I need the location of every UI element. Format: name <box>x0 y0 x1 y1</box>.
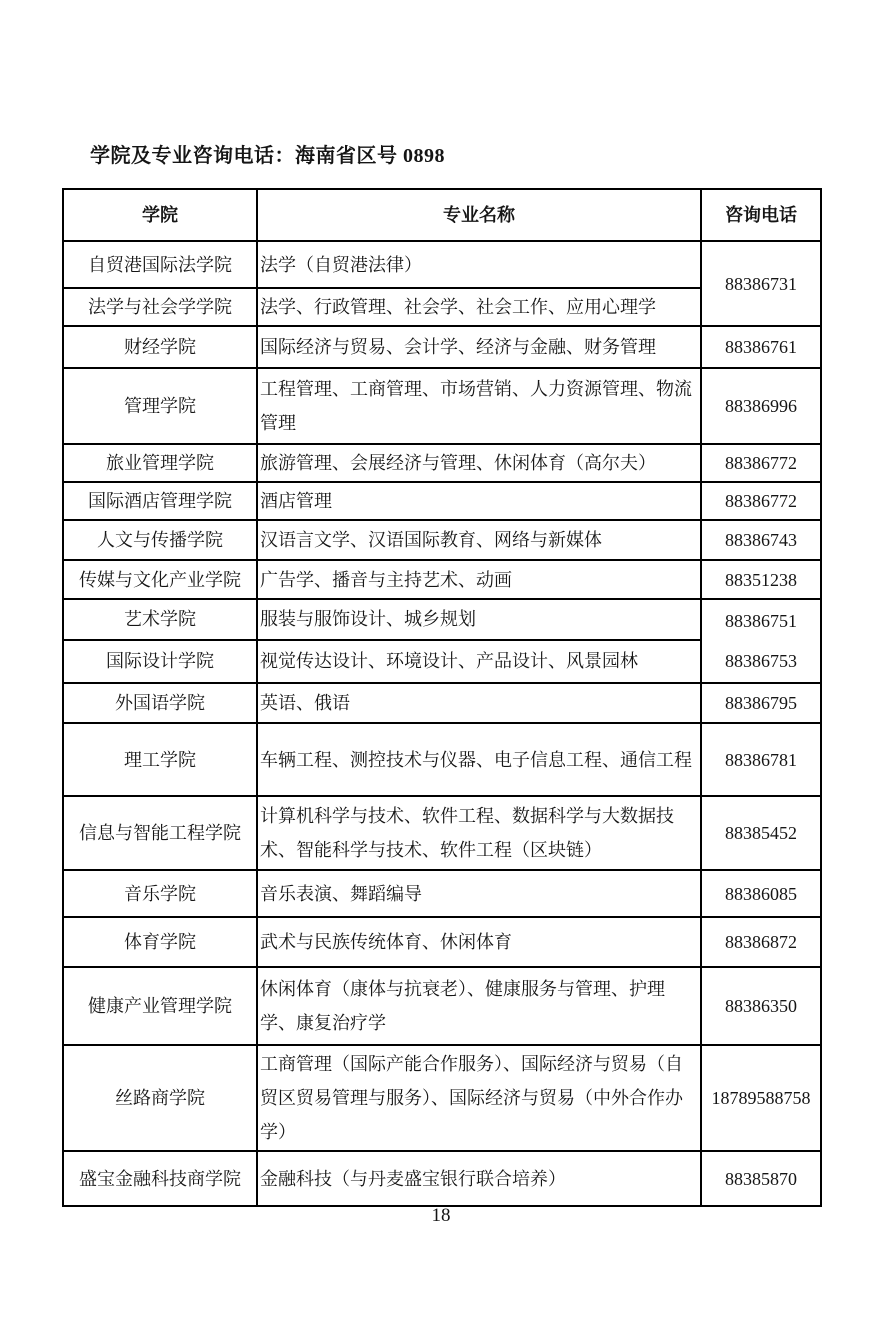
college-cell: 理工学院 <box>63 723 257 796</box>
college-cell: 国际设计学院 <box>63 640 257 683</box>
college-cell: 体育学院 <box>63 917 257 967</box>
table-row <box>63 796 821 870</box>
college-cell: 艺术学院 <box>63 599 257 640</box>
table-row <box>63 683 821 723</box>
header-college: 学院 <box>63 189 257 241</box>
college-cell: 国际酒店管理学院 <box>63 482 257 520</box>
majors-cell: 法学、行政管理、社会学、社会工作、应用心理学 <box>257 288 701 326</box>
college-cell: 外国语学院 <box>63 683 257 723</box>
majors-cell: 国际经济与贸易、会计学、经济与金融、财务管理 <box>257 326 701 368</box>
phone-cell: 88385870 <box>701 1151 821 1206</box>
majors-cell: 法学（自贸港法律） <box>257 241 701 288</box>
table-row <box>63 520 821 560</box>
phone-cell: 88351238 <box>701 560 821 599</box>
majors-cell: 视觉传达设计、环境设计、产品设计、风景园林 <box>257 640 701 683</box>
college-cell: 盛宝金融科技商学院 <box>63 1151 257 1206</box>
table-row <box>63 560 821 599</box>
majors-cell: 酒店管理 <box>257 482 701 520</box>
page-number: 18 <box>431 1205 451 1226</box>
table-row <box>63 444 821 482</box>
table-row <box>63 368 821 444</box>
header-phone: 咨询电话 <box>701 189 821 241</box>
phone-cell: 88386795 <box>701 683 821 723</box>
majors-cell: 英语、俄语 <box>257 683 701 723</box>
majors-cell: 计算机科学与技术、软件工程、数据科学与大数据技术、智能科学与技术、软件工程（区块链） <box>257 796 701 870</box>
phone-cell: 88386872 <box>701 917 821 967</box>
phone-cell: 88385452 <box>701 796 821 870</box>
table-row <box>63 326 821 368</box>
table-header-row <box>63 189 821 241</box>
phone-number: 88386753 <box>725 651 797 671</box>
majors-cell: 工程管理、工商管理、市场营销、人力资源管理、物流管理 <box>257 368 701 444</box>
phone-number: 88386751 <box>725 611 797 631</box>
phone-cell: 88386350 <box>701 967 821 1045</box>
college-cell: 法学与社会学学院 <box>63 288 257 326</box>
table-row <box>63 917 821 967</box>
majors-cell: 汉语言文学、汉语国际教育、网络与新媒体 <box>257 520 701 560</box>
phone-cell: 88386996 <box>701 368 821 444</box>
majors-cell: 音乐表演、舞蹈编导 <box>257 870 701 917</box>
college-cell: 人文与传播学院 <box>63 520 257 560</box>
majors-cell: 金融科技（与丹麦盛宝银行联合培养） <box>257 1151 701 1206</box>
college-cell: 管理学院 <box>63 368 257 444</box>
college-cell: 健康产业管理学院 <box>63 967 257 1045</box>
phone-cell: 88386731 <box>701 241 821 326</box>
college-cell: 传媒与文化产业学院 <box>63 560 257 599</box>
phone-cell: 88386743 <box>701 520 821 560</box>
phone-cell: 88386772 <box>701 444 821 482</box>
table-row <box>63 482 821 520</box>
table-row <box>63 1045 821 1151</box>
college-cell: 丝路商学院 <box>63 1045 257 1151</box>
phone-cell: 88386085 <box>701 870 821 917</box>
college-cell: 信息与智能工程学院 <box>63 796 257 870</box>
majors-cell: 工商管理（国际产能合作服务）、国际经济与贸易（自贸区贸易管理与服务）、国际经济与贸易（中外合作办学） <box>257 1045 701 1151</box>
phone-cell <box>701 599 821 683</box>
majors-cell: 休闲体育（康体与抗衰老）、健康服务与管理、护理学、康复治疗学 <box>257 967 701 1045</box>
majors-cell: 广告学、播音与主持艺术、动画 <box>257 560 701 599</box>
phone-cell: 88386761 <box>701 326 821 368</box>
phone-cell: 88386772 <box>701 482 821 520</box>
majors-cell: 武术与民族传统体育、休闲体育 <box>257 917 701 967</box>
phone-cell: 18789588758 <box>701 1045 821 1151</box>
table-row <box>63 870 821 917</box>
table-row <box>63 599 821 640</box>
phone-cell: 88386781 <box>701 723 821 796</box>
majors-cell: 服装与服饰设计、城乡规划 <box>257 599 701 640</box>
table-row <box>63 1151 821 1206</box>
page-title: 学院及专业咨询电话：海南省区号 0898 <box>90 145 445 167</box>
majors-cell: 车辆工程、测控技术与仪器、电子信息工程、通信工程 <box>257 723 701 796</box>
college-cell: 旅业管理学院 <box>63 444 257 482</box>
college-cell: 自贸港国际法学院 <box>63 241 257 288</box>
table-row <box>63 241 821 288</box>
table-row <box>63 723 821 796</box>
table-row <box>63 967 821 1045</box>
college-phone-table <box>62 188 822 1207</box>
college-cell: 音乐学院 <box>63 870 257 917</box>
majors-cell: 旅游管理、会展经济与管理、休闲体育（高尔夫） <box>257 444 701 482</box>
college-cell: 财经学院 <box>63 326 257 368</box>
header-majors: 专业名称 <box>257 189 701 241</box>
